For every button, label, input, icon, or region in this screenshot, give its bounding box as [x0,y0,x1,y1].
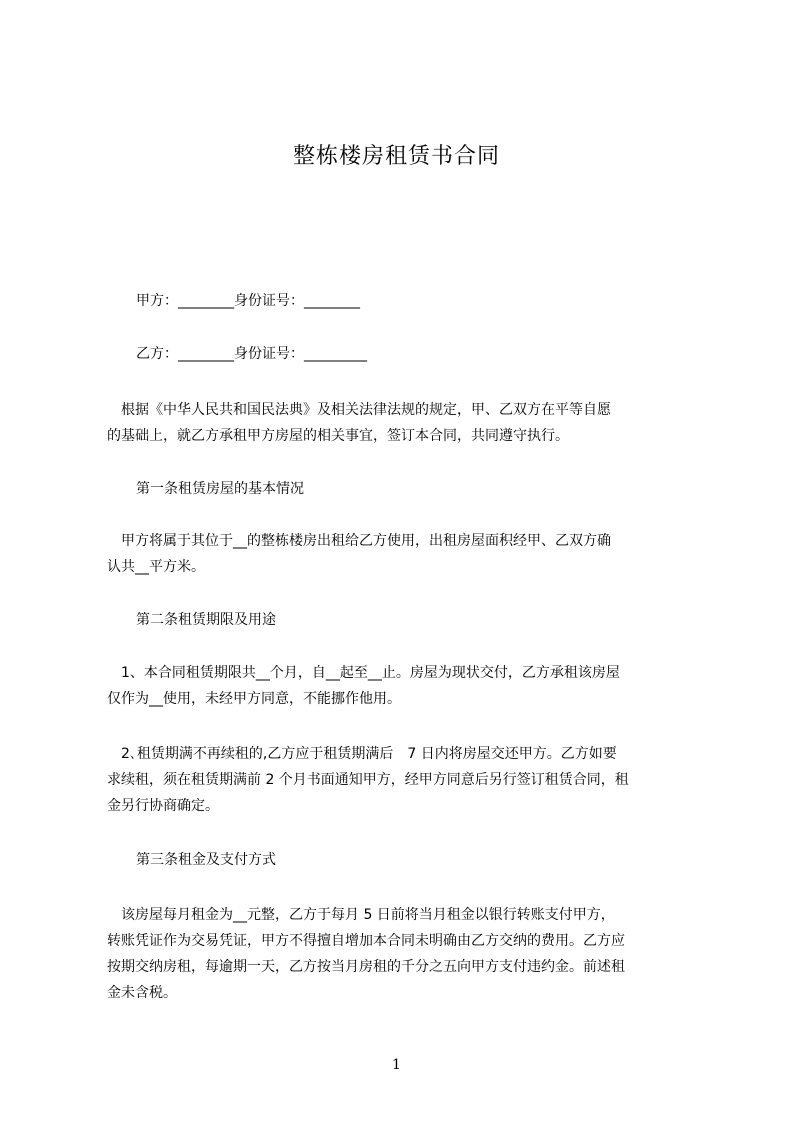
article-2-item-1 [107,660,707,712]
party-b-line: 乙方：________身份证号：_________ [136,346,367,362]
article-2-heading: 第二条租赁期限及用途 [136,612,276,628]
article-1-heading: 第一条租赁房屋的基本情况 [136,481,304,497]
paragraph-line: 按期交纳房租，每逾期一天，乙方按当月房租的千分之五向甲方支付违约金。前述租 [107,959,625,975]
article-1-paragraph [107,528,707,580]
paragraph-line: 1、本合同租赁期限共__个月，自__起至__止。房屋为现状交付，乙方承租该房屋 [107,665,620,681]
paragraph-line: 金另行协商确定。 [107,798,219,814]
paragraph-line: 求续租，须在租赁期满前 2 个月书面通知甲方，经甲方同意后另行签订租赁合同，租 [107,772,629,788]
paragraph-line: 2､租赁期满不再续租的,乙方应于租赁期满后 7 日内将房屋交还甲方。乙方如要 [107,746,617,762]
paragraph-line: 根据《中华人民共和国民法典》及相关法律法规的规定，甲、乙双方在平等自愿 [107,402,611,418]
paragraph-line: 认共__平方米。 [107,559,205,575]
paragraph-line: 金未含税。 [107,985,177,1001]
paragraph-line: 该房屋每月租金为__元整，乙方于每月 5 日前将当月租金以银行转账支付甲方， [107,907,615,923]
party-a-line: 甲方：________身份证号：________ [136,293,360,309]
article-3-paragraph [107,902,707,1006]
page-number: 1 [392,1057,401,1073]
paragraph-line: 甲方将属于其位于__的整栋楼房出租给乙方使用，出租房屋面积经甲、乙双方确 [107,533,611,549]
document-title: 整栋楼房租赁书合同 [292,144,500,169]
article-2-item-2 [107,741,707,819]
paragraph-line: 仅作为__使用，未经甲方同意，不能挪作他用。 [107,691,401,707]
paragraph-line: 的基础上，就乙方承租甲方房屋的相关事宜，签订本合同，共同遵守执行。 [107,428,569,444]
article-3-heading: 第三条租金及支付方式 [136,852,276,868]
paragraph-line: 转账凭证作为交易凭证，甲方不得擅自增加本合同未明确由乙方交纳的费用。乙方应 [107,933,625,949]
preamble-paragraph [107,397,707,449]
